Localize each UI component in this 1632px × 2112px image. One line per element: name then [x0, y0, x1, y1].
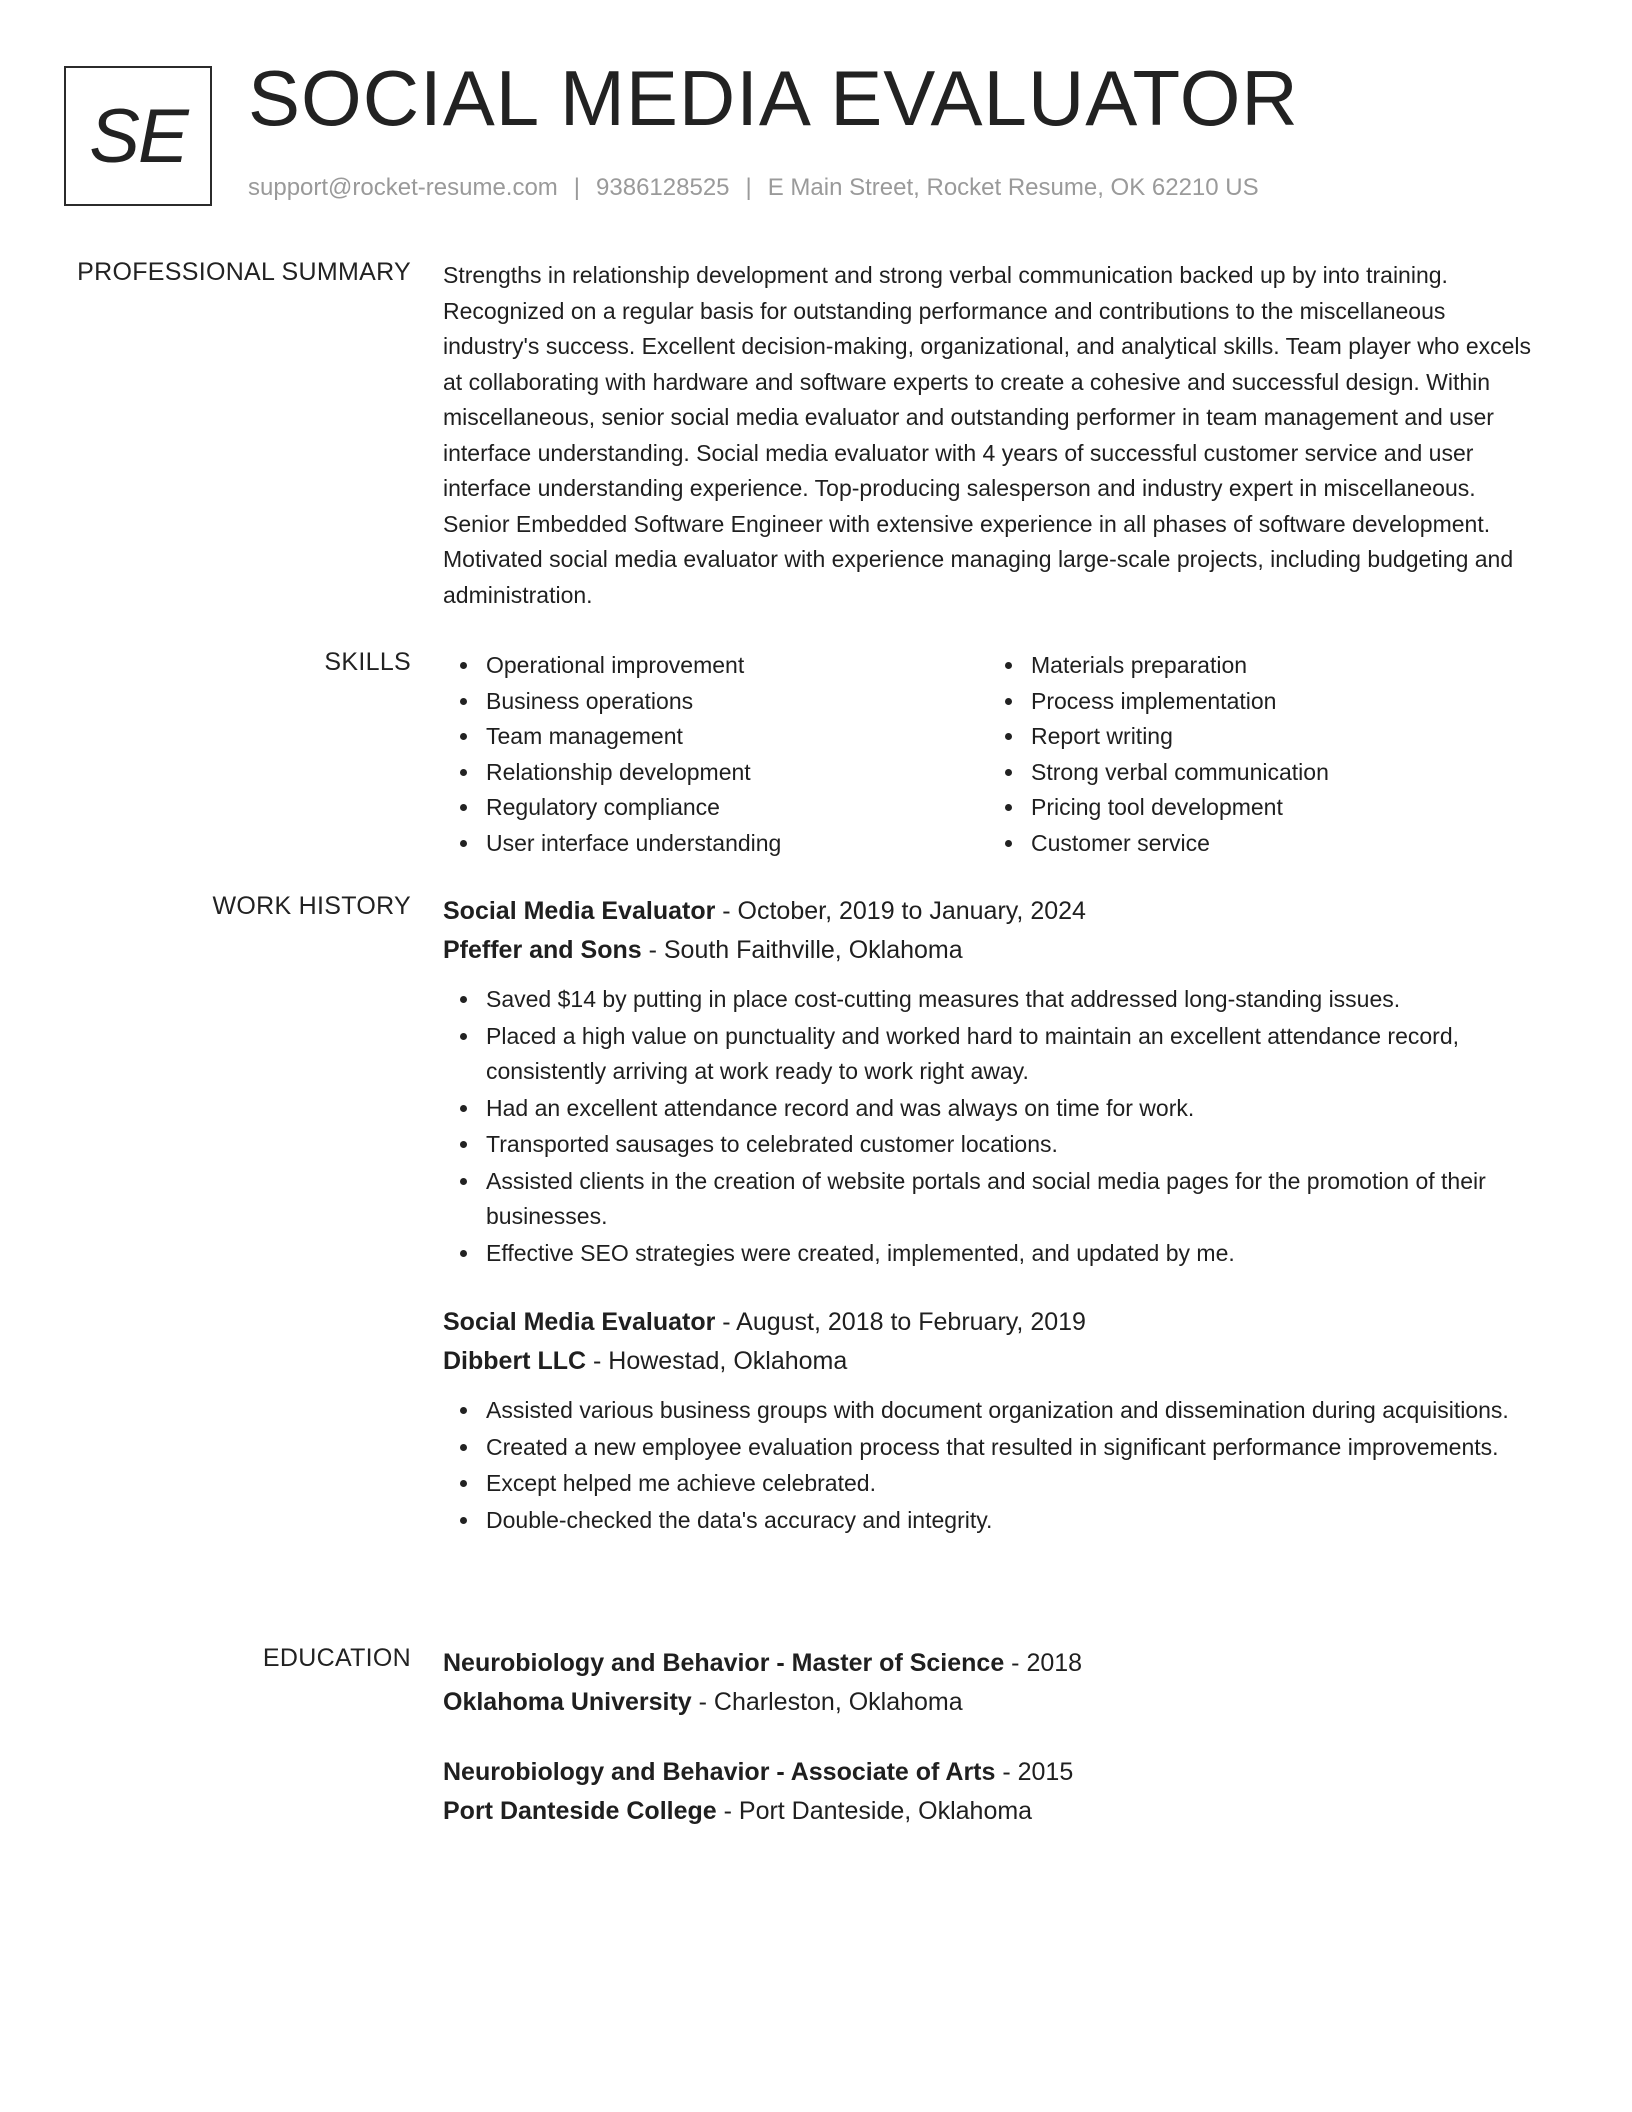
section-label-skills: SKILLS — [324, 648, 411, 676]
contact-line — [248, 174, 1259, 202]
job-bullets — [443, 982, 1543, 1271]
skill-item: Relationship development — [443, 755, 988, 791]
education-school-line — [443, 1792, 1543, 1831]
summary-body — [443, 258, 1543, 613]
job-bullet: Had an excellent attendance record and was always on time for work. — [443, 1091, 1543, 1127]
contact-phone: 9386128525 — [596, 174, 730, 201]
skills-body — [443, 648, 1543, 861]
contact-separator: | — [573, 174, 581, 201]
job-company-line — [443, 931, 1543, 970]
contact-address: E Main Street, Rocket Resume, OK 62210 US — [767, 174, 1259, 201]
job-location: - South Faithville, Oklahoma — [641, 936, 963, 964]
job-bullet: Assisted clients in the creation of website portals and social media pages for the promotion of their businesses. — [443, 1164, 1543, 1235]
skill-item: Materials preparation — [988, 648, 1533, 684]
section-label-summary: PROFESSIONAL SUMMARY — [77, 258, 411, 286]
job-company: Pfeffer and Sons — [443, 936, 642, 964]
skill-item: Operational improvement — [443, 648, 988, 684]
job-location: - Howestad, Oklahoma — [586, 1347, 848, 1375]
monogram-box — [64, 66, 212, 206]
job-bullet: Created a new employee evaluation process that resulted in significant performance improvements. — [443, 1430, 1543, 1466]
job-bullet: Assisted various business groups with document organization and dissemination during acquisitions. — [443, 1393, 1543, 1429]
skill-item: Customer service — [988, 826, 1533, 862]
job-bullets — [443, 1393, 1543, 1538]
contact-email: support@rocket-resume.com — [248, 174, 558, 201]
education-year: - 2018 — [1004, 1649, 1083, 1677]
skill-item: Business operations — [443, 684, 988, 720]
skill-item: Strong verbal communication — [988, 755, 1533, 791]
education-degree: Neurobiology and Behavior - Associate of Arts — [443, 1758, 996, 1786]
job-dates: - August, 2018 to February, 2019 — [715, 1308, 1086, 1336]
skill-item: Pricing tool development — [988, 790, 1533, 826]
job-title: Social Media Evaluator — [443, 897, 716, 925]
education-school-line — [443, 1683, 1543, 1722]
contact-separator: | — [745, 174, 752, 201]
job-bullet: Transported sausages to celebrated customer locations. — [443, 1127, 1543, 1163]
job-title-line — [443, 1303, 1543, 1342]
skill-item: Report writing — [988, 719, 1533, 755]
job-company: Dibbert LLC — [443, 1347, 587, 1375]
education-location: - Charleston, Oklahoma — [691, 1688, 963, 1716]
job-bullet: Saved $14 by putting in place cost-cutting measures that addressed long-standing issues. — [443, 982, 1543, 1018]
job-title: Social Media Evaluator — [443, 1308, 716, 1336]
skill-item: Regulatory compliance — [443, 790, 988, 826]
skill-item: User interface understanding — [443, 826, 988, 862]
job-bullet: Effective SEO strategies were created, implemented, and updated by me. — [443, 1236, 1543, 1272]
skill-item: Team management — [443, 719, 988, 755]
job-dates: - October, 2019 to January, 2024 — [715, 897, 1086, 925]
education-degree-line — [443, 1644, 1543, 1683]
education-school: Oklahoma University — [443, 1688, 692, 1716]
education-year: - 2015 — [995, 1758, 1074, 1786]
section-label-work-history: WORK HISTORY — [212, 892, 411, 920]
education-entry — [443, 1644, 1543, 1722]
job-bullet: Placed a high value on punctuality and worked hard to maintain an excellent attendance record, consistently arriving at work ready to work right away. — [443, 1019, 1543, 1090]
job-title-line — [443, 892, 1543, 931]
education-degree-line — [443, 1753, 1543, 1792]
page-title: SOCIAL MEDIA EVALUATOR — [248, 54, 1299, 142]
summary-text: Strengths in relationship development and strong verbal communication backed up by into training. Recognized on a regular basis for outstanding performance and contributions to the miscellaneous industry's success. Excellent decision-making, organizational, and analytical skills. Team player who excels at collaborating with hardware and software experts to create a cohesive and successful design. Within miscellaneous, senior social media evaluator and outstanding performer in team management and user interface understanding. Social media evaluator with 4 years of successful customer service and user interface understanding experience. Top-producing salesperson and industry expert in miscellaneous. Senior Embedded Software Engineer with extensive experience in all phases of software development. Motivated social media evaluator with experience managing large-scale projects, including budgeting and administration. — [443, 262, 1532, 608]
job-company-line — [443, 1342, 1543, 1381]
skill-item: Process implementation — [988, 684, 1533, 720]
section-label-education: EDUCATION — [262, 1644, 411, 1672]
education-degree: Neurobiology and Behavior - Master of Science — [443, 1649, 1005, 1677]
education-location: - Port Danteside, Oklahoma — [716, 1797, 1033, 1825]
education-entry — [443, 1753, 1543, 1831]
monogram-initials: SE — [89, 93, 187, 179]
skills-column-left — [443, 648, 988, 861]
job-bullet: Double-checked the data's accuracy and integrity. — [443, 1503, 1543, 1539]
job-entry — [443, 892, 1543, 1272]
skills-column-right — [988, 648, 1533, 861]
education-school: Port Danteside College — [443, 1797, 717, 1825]
job-bullet: Except helped me achieve celebrated. — [443, 1466, 1543, 1502]
job-entry — [443, 1303, 1543, 1539]
